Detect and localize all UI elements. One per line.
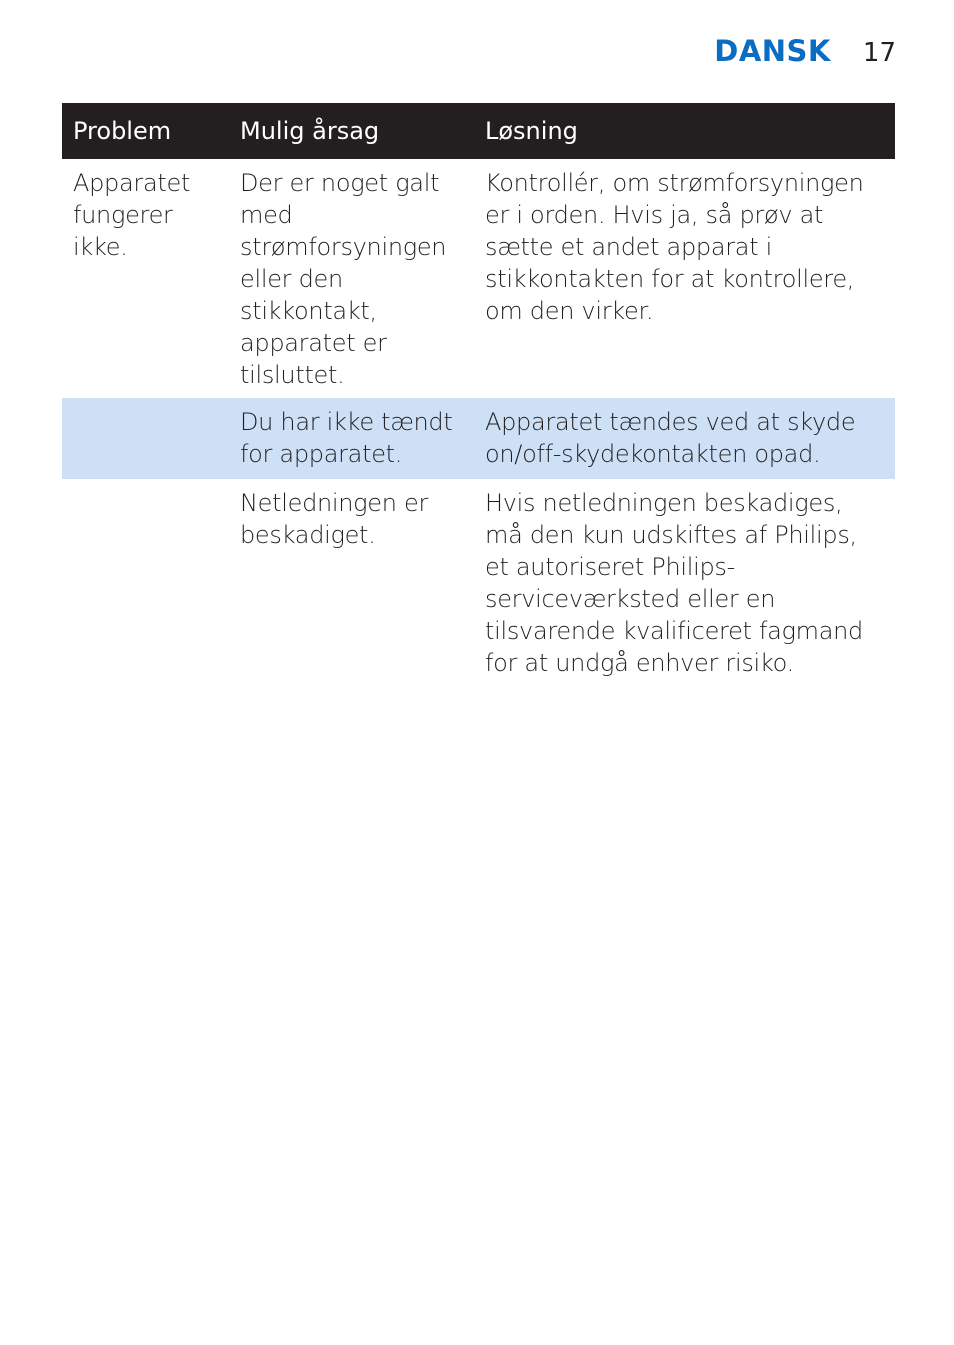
cause-cell: Du har ikke tændt for apparatet. [240, 408, 453, 468]
troubleshooting-table [62, 103, 895, 677]
table-row [62, 398, 895, 479]
solution-cell: Apparatet tændes ved at skyde on/off-skydekontakten opad. [485, 408, 856, 468]
problem-cell [62, 398, 229, 479]
table-row [62, 479, 895, 677]
table-row [62, 159, 895, 398]
column-header-cause: Mulig årsag [240, 117, 380, 145]
column-header-problem: Problem [73, 117, 172, 145]
page-header [714, 34, 896, 68]
problem-cell [62, 479, 229, 686]
section-title: DANSK [714, 34, 831, 68]
problem-cell: Apparatet fungerer ikke. [73, 169, 191, 261]
solution-cell: Kontrollér, om strømforsyningen er i orden. Hvis ja, så prøv at sætte et andet apparat i stikkontakten for at kontrollere, om den virker. [485, 169, 864, 325]
column-header-solution: Løsning [485, 117, 578, 145]
table-header-row [62, 103, 895, 159]
cause-cell: Netledningen er beskadiget. [240, 489, 429, 549]
solution-cell: Hvis netledningen beskadiges, må den kun udskiftes af Philips, et autoriseret Philips-serviceværksted eller en tilsvarende kvalificeret fagmand for at undgå enhver risiko. [485, 489, 863, 677]
cause-cell: Der er noget galt med strømforsyningen eller den stikkontakt, apparatet er tilsluttet. [240, 169, 447, 389]
page-number: 17 [862, 38, 896, 68]
